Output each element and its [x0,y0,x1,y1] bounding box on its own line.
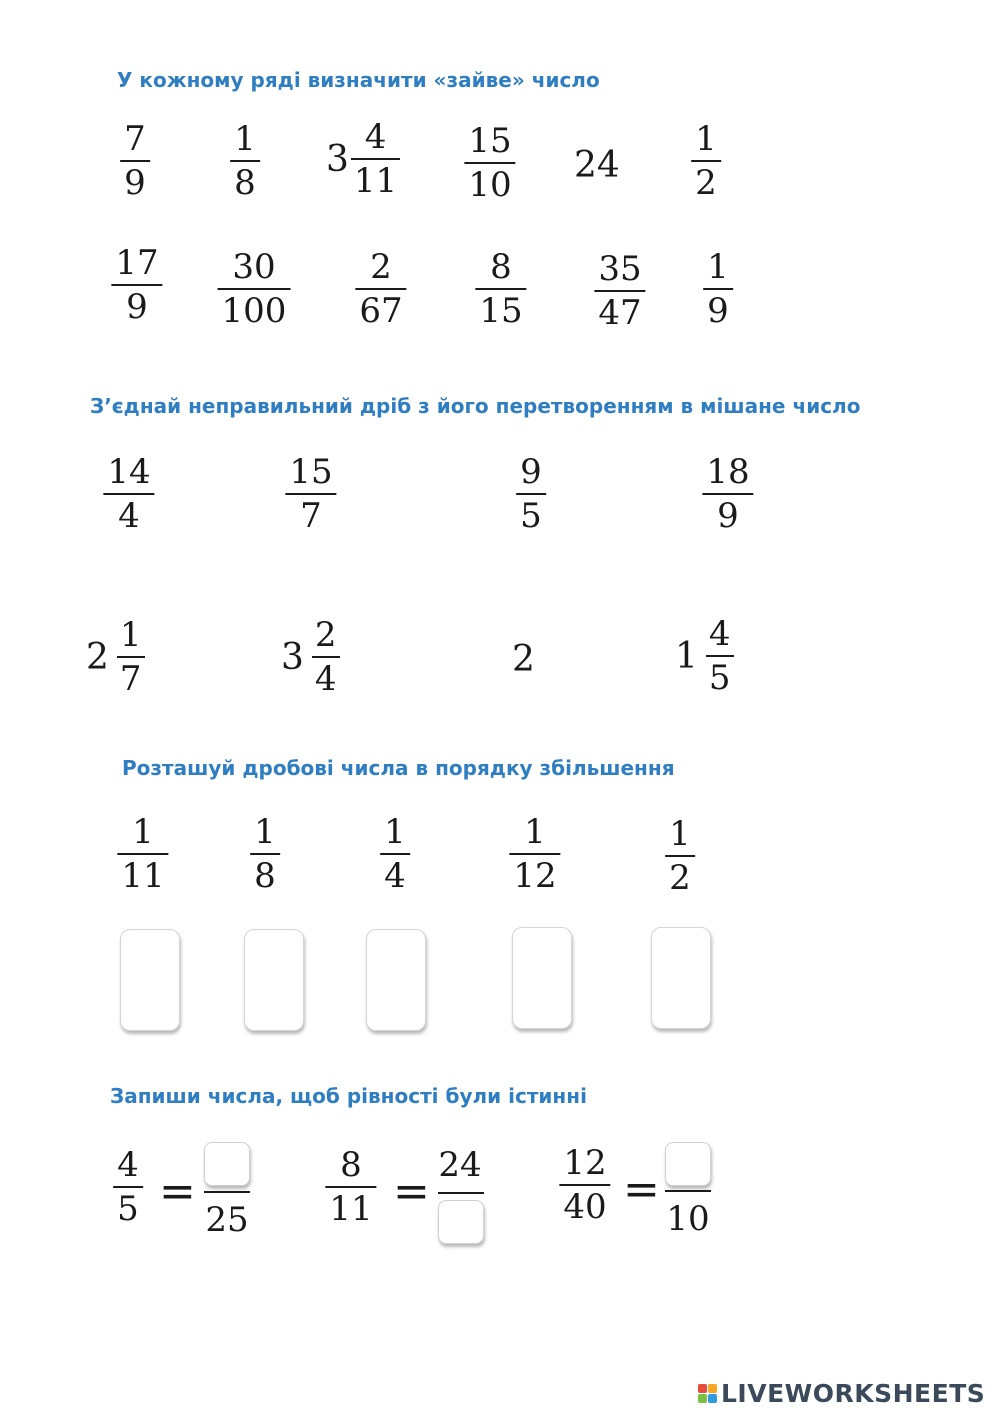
mixed-number[interactable]: 3 4 11 [326,120,400,198]
whole-number[interactable]: 24 [574,145,620,186]
draggable-fraction[interactable]: 1 2 [665,817,695,895]
section1-title: У кожному ряді визначити «зайве» число [117,68,600,92]
equals-sign: = [159,1166,196,1217]
draggable-fraction[interactable]: 1 11 [117,815,168,893]
fraction[interactable]: 2 67 [355,250,406,328]
drop-slot-5[interactable] [651,927,711,1029]
mixed-number[interactable]: 1 4 5 [675,617,734,695]
fraction: 8 11 [325,1148,376,1226]
fraction[interactable]: 1 9 [703,250,733,328]
mixed-number[interactable]: 3 2 4 [281,618,340,696]
numerator-input-3[interactable] [665,1142,711,1186]
fraction[interactable]: 15 10 [464,124,515,202]
drop-slot-2[interactable] [244,929,304,1031]
section4-title: Запиши числа, щоб рівності були істинні [110,1084,587,1108]
improper-fraction[interactable]: 15 7 [285,455,336,533]
fraction[interactable]: 8 15 [475,250,526,328]
improper-fraction[interactable]: 18 9 [702,455,753,533]
numerator-input-1[interactable] [204,1142,250,1186]
equals-sign: = [623,1164,660,1215]
improper-fraction[interactable]: 9 5 [516,455,546,533]
section3-title: Розташуй дробові числа в порядку збільшення [122,756,675,780]
denominator: 25 [205,1200,249,1240]
fraction[interactable]: 1 2 [691,122,721,200]
fraction[interactable]: 35 47 [594,252,645,330]
fraction[interactable]: 7 9 [120,122,150,200]
drop-slot-3[interactable] [366,929,426,1031]
fraction[interactable]: 17 9 [111,246,162,324]
mixed-number[interactable]: 2 1 7 [86,618,145,696]
fraction[interactable]: 1 8 [230,122,260,200]
denominator: 10 [666,1199,710,1239]
improper-fraction[interactable]: 14 4 [103,455,154,533]
brand-name: LIVEWORKSHEETS [721,1379,986,1408]
drop-slot-1[interactable] [120,929,180,1031]
fraction: 12 40 [559,1146,610,1224]
drop-slot-4[interactable] [512,927,572,1029]
whole-number[interactable]: 2 [512,639,535,680]
draggable-fraction[interactable]: 1 12 [509,815,560,893]
numerator: 24 [438,1145,482,1185]
liveworksheets-logo [698,1379,985,1408]
draggable-fraction[interactable]: 1 8 [250,815,280,893]
equals-sign: = [393,1166,430,1217]
draggable-fraction[interactable]: 1 4 [380,815,410,893]
denominator-input-2[interactable] [438,1200,484,1244]
fraction[interactable]: 30 100 [218,250,291,328]
logo-icon [698,1384,717,1403]
fraction: 4 5 [113,1148,143,1226]
section2-title: З’єднай неправильний дріб з його перетворенням в мішане число [90,394,861,418]
